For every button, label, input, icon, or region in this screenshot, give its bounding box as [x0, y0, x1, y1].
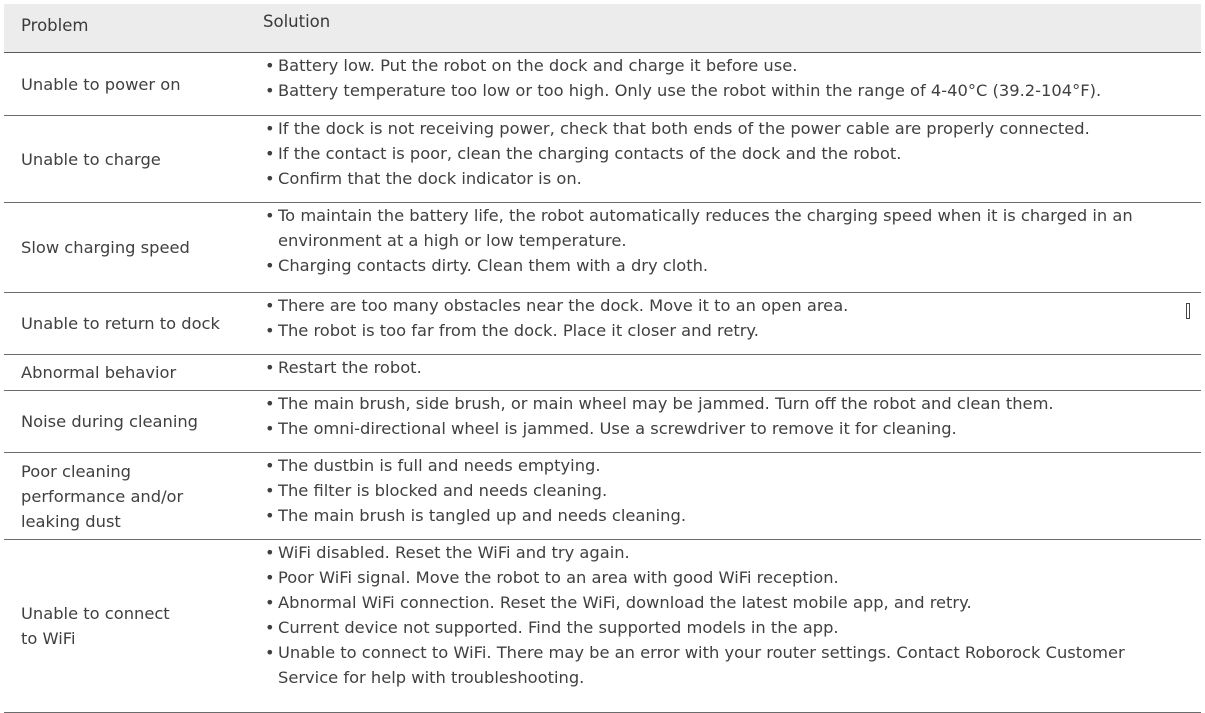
table-row [4, 453, 1201, 540]
table-row [4, 293, 1201, 355]
solution-item: • The dustbin is full and needs emptying. [278, 453, 1201, 478]
table-row [4, 53, 1201, 116]
solution-item: • Battery low. Put the robot on the dock and charge it before use. [278, 53, 1201, 78]
table-row [4, 203, 1201, 293]
solution-cell [258, 116, 1201, 203]
solution-item: • Restart the robot. [278, 355, 1201, 380]
solution-list [4, 116, 1201, 191]
solution-item: • Abnormal WiFi connection. Reset the WiFi, download the latest mobile app, and retry. [278, 590, 1201, 615]
solution-item: • The omni-directional wheel is jammed. Use a screwdriver to remove it for cleaning. [278, 416, 1201, 441]
solution-list [4, 53, 1201, 103]
solution-cell [258, 453, 1201, 540]
solution-cell [258, 391, 1201, 453]
table-header-row [4, 4, 1201, 53]
problem-cell: Poor cleaning performance and/or leaking dust [4, 453, 258, 540]
solution-item: • The robot is too far from the dock. Place it closer and retry. [278, 318, 1201, 343]
solution-item: • The main brush is tangled up and needs cleaning. [278, 503, 1201, 528]
solution-item: • Unable to connect to WiFi. There may be an error with your router settings. Contact Roborock Customer Service for help with troubleshooting. [278, 640, 1201, 690]
solution-item: • Current device not supported. Find the supported models in the app. [278, 615, 1201, 640]
table-row [4, 391, 1201, 453]
solution-list [4, 453, 1201, 528]
problem-cell: Unable to connect to WiFi [4, 540, 258, 713]
solution-item: • There are too many obstacles near the dock. Move it to an open area. [278, 293, 1201, 318]
problem-cell: Unable to charge [4, 116, 258, 203]
solution-cell [258, 540, 1201, 713]
solution-item: • Charging contacts dirty. Clean them with a dry cloth. [278, 253, 1201, 278]
solution-cell [258, 203, 1201, 293]
solution-cell [258, 355, 1201, 391]
solution-item: • Poor WiFi signal. Move the robot to an area with good WiFi reception. [278, 565, 1201, 590]
solution-item: • The filter is blocked and needs cleaning. [278, 478, 1201, 503]
problem-cell: Unable to return to dock [4, 293, 258, 355]
solution-list [4, 540, 1201, 690]
problem-cell: Noise during cleaning [4, 391, 258, 453]
solution-item: • Confirm that the dock indicator is on. [278, 166, 1201, 191]
table-row [4, 355, 1201, 391]
solution-item: • Battery temperature too low or too high. Only use the robot within the range of 4-40°C (39.2-104°F). [278, 78, 1201, 103]
table-row [4, 116, 1201, 203]
solution-cell [258, 53, 1201, 116]
solution-item: • WiFi disabled. Reset the WiFi and try again. [278, 540, 1201, 565]
header-problem: Problem [4, 4, 258, 53]
problem-cell: Slow charging speed [4, 203, 258, 293]
troubleshooting-table [4, 4, 1201, 713]
problem-cell: Unable to power on [4, 53, 258, 116]
solution-item: • If the contact is poor, clean the charging contacts of the dock and the robot. [278, 141, 1201, 166]
problem-cell: Abnormal behavior [4, 355, 258, 391]
header-solution: Solution [258, 4, 1201, 53]
table-row [4, 540, 1201, 713]
solution-item: • If the dock is not receiving power, check that both ends of the power cable are properly connected. [278, 116, 1201, 141]
solution-list [4, 355, 1201, 380]
edge-marker [1186, 303, 1190, 319]
solution-item: • To maintain the battery life, the robot automatically reduces the charging speed when it is charged in an environment at a high or low temperature. [278, 203, 1201, 253]
solution-item: • The main brush, side brush, or main wheel may be jammed. Turn off the robot and clean them. [278, 391, 1201, 416]
solution-cell [258, 293, 1201, 355]
